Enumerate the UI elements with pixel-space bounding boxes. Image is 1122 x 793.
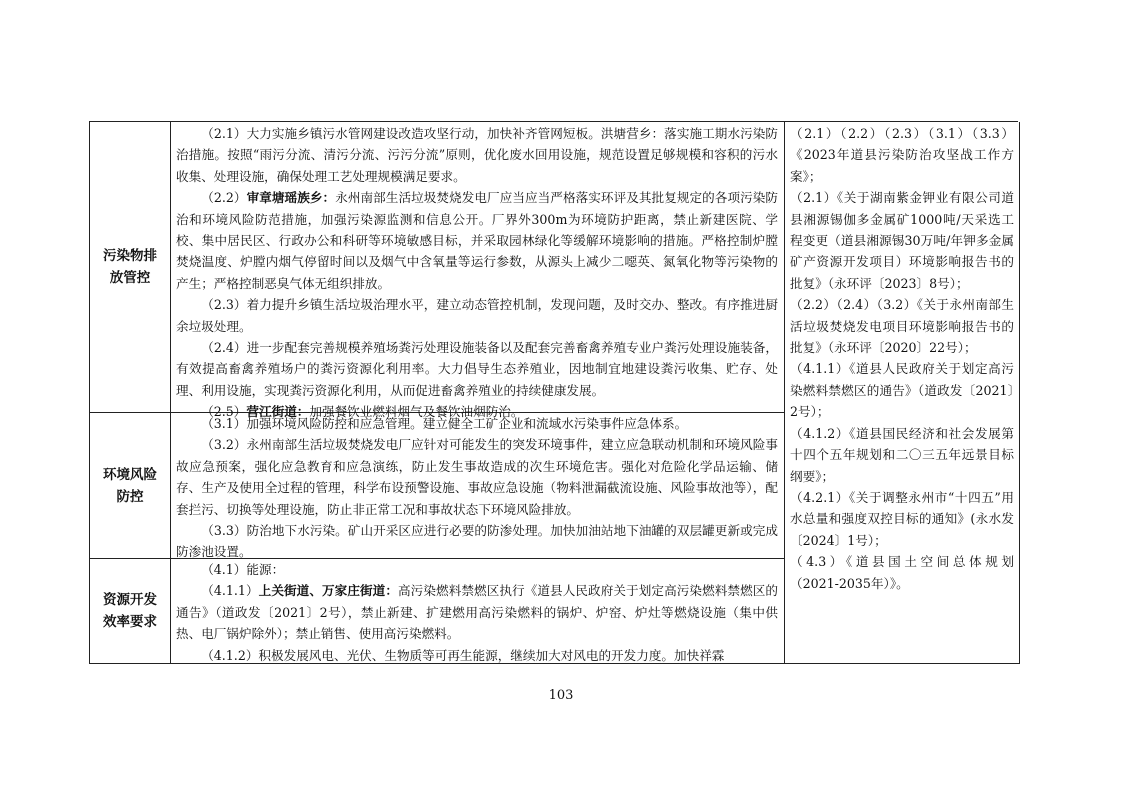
paragraph [176,520,778,563]
paragraph-text: （2.4）进一步配套完善规模养殖场粪污处理设施装备以及配套完善畜禽养殖专业户粪污处理设施装备，有效提高畜禽养殖场户的粪污资源化利用率。大力倡导生态养殖业，因地制宜地建设粪污收集、贮存、处理、利用设施，实现粪污资源化利用，从而促进畜禽养殖业的持续健康发展。 [176,340,778,398]
paragraph [176,187,778,294]
paragraph-text: 高污染燃料禁燃区执行《道县人民政府关于划定高污染燃料禁燃区的通告》（道政发〔2021〕2号），禁止新建、扩建燃用高污染燃料的锅炉、炉窑、炉灶等燃烧设施（集中供热、电厂锅炉除外）；禁止销售、使用高污染燃料。 [176,583,779,642]
paragraph-text: 永州南部生活垃圾焚烧发电厂应当应当严格落实环评及其批复规定的各项污染防治和环境风险防范措施，加强污染源监测和信息公开。厂界外300m为环境防护距离，禁止新建医院、学校、集中居民区、行政办公和科研等环境敏感目标，并采取园林绿化等缓解环境影响的措施。严格控制炉膛焚烧温度、炉膛内烟气停留时间以及烟气中含氧量等运行参数，从源头上减少二噁英、氮氧化物等污染物的产生；严格控制恶臭气体无组织排放。 [176,190,779,291]
paragraph [176,580,778,644]
environmental-risk-content [176,413,778,563]
paragraph-lead: 审章塘瑶族乡： [246,190,336,206]
category-label: 资源开发效率要求 [103,592,157,630]
category-resource-efficiency [90,559,170,663]
paragraph [176,294,778,337]
pollution-control-content [176,123,778,423]
reference-item: （2.1）《关于湖南紫金钾业有限公司道县湘源锡伽多金属矿1000吨/天采选工程变更（道县湘源锡30万吨/年钾多金属矿产资源开发项目）环境影响报告书的批复》（永环评〔2023〕8号）； [790,190,1014,291]
paragraph [176,434,778,520]
column-divider-reference [784,122,785,663]
reference-item: （2.1）（2.2）（2.3）（3.1）（3.3）《2023年道县污染防治攻坚战工作方案》； [790,126,1014,184]
page-number: 103 [548,688,574,703]
reference-documents [790,123,1014,594]
category-environmental-risk [90,413,170,558]
reference-item: （4.1.2）《道县国民经济和社会发展第十四个五年规划和二〇三五年远景目标纲要》； [790,425,1014,484]
paragraph [176,645,778,666]
paragraph-prefix: （2.2） [201,190,247,206]
paragraph-lead: 营江街道： [246,404,310,420]
resource-efficiency-content [176,559,778,666]
category-pollution-control [90,122,170,412]
paragraph [176,413,778,434]
paragraph-prefix: （4.1.1） [201,583,259,599]
category-label: 环境风险防控 [103,466,157,505]
paragraph-text: 加强餐饮业燃料烟气及餐饮油烟防治。 [309,404,524,420]
reference-item: （2.2）（2.4）（3.2）《关于永州南部生活垃圾焚烧发电项目环境影响报告书的批复》（永环评〔2020〕22号）； [790,297,1014,356]
paragraph-lead: 上关街道、万家庄街道： [258,583,399,599]
reference-item: （4.1.1）《道县人民政府关于划定高污染燃料禁燃区的通告》（道政发〔2021〕2号）； [790,361,1014,420]
paragraph [176,559,778,580]
paragraph [176,337,778,401]
paragraph-text: （2.1）大力实施乡镇污水管网建设改造攻坚行动，加快补齐管网短板。洪塘营乡：落实施工期水污染防治措施。按照“雨污分流、清污分流、污污分流”原则，优化废水回用设施，规范设置足够规模和容积的污水收集、处理设施，确保处理工艺处理规模满足要求。 [176,126,778,184]
column-divider-category [170,122,171,663]
paragraph-text: （3.1）加强环境风险防控和应急管理。建立健全工矿企业和流域水污染事件应急体系。 [201,416,688,431]
paragraph-text: （4.1.2）积极发展风电、光伏、生物质等可再生能源，继续加大对风电的开发力度。加快祥霖 [201,647,725,663]
paragraph-text: （3.2）永州南部生活垃圾焚烧发电厂应针对可能发生的突发环境事件，建立应急联动机制和环境风险事故应急预案，强化应急教育和应急演练，防止发生事故造成的次生环境危害。强化对危险化学品运输、储存、生产及使用全过程的管理，科学布设预警设施、事故应急设施（物料泄漏截流设施、风险事故池等），配套拦污、切换等处理设施，防止非正常工况和事故状态下环境风险排放。 [176,437,778,517]
category-label: 污染物排放管控 [103,248,157,286]
reference-item: （4.2.1）《关于调整永州市“十四五”用水总量和强度双控目标的通知》(永水发〔2024〕1号）； [790,489,1014,548]
paragraph-text: （2.3）着力提升乡镇生活垃圾治理水平，建立动态管控机制，发现问题，及时交办、整改。有序推进厨余垃圾处理。 [176,297,778,334]
paragraph-text: （4.1）能源： [201,562,285,577]
paragraph-prefix: （2.5） [201,404,247,420]
paragraph-text: （3.3）防治地下水污染。矿山开采区应进行必要的防渗处理。加快加油站地下油罐的双层罐更新或完成防渗池设置。 [176,523,778,560]
reference-item: （4.3）《道县国土空间总体规划（2021-2035年）》。 [790,554,1014,591]
paragraph [176,123,778,187]
